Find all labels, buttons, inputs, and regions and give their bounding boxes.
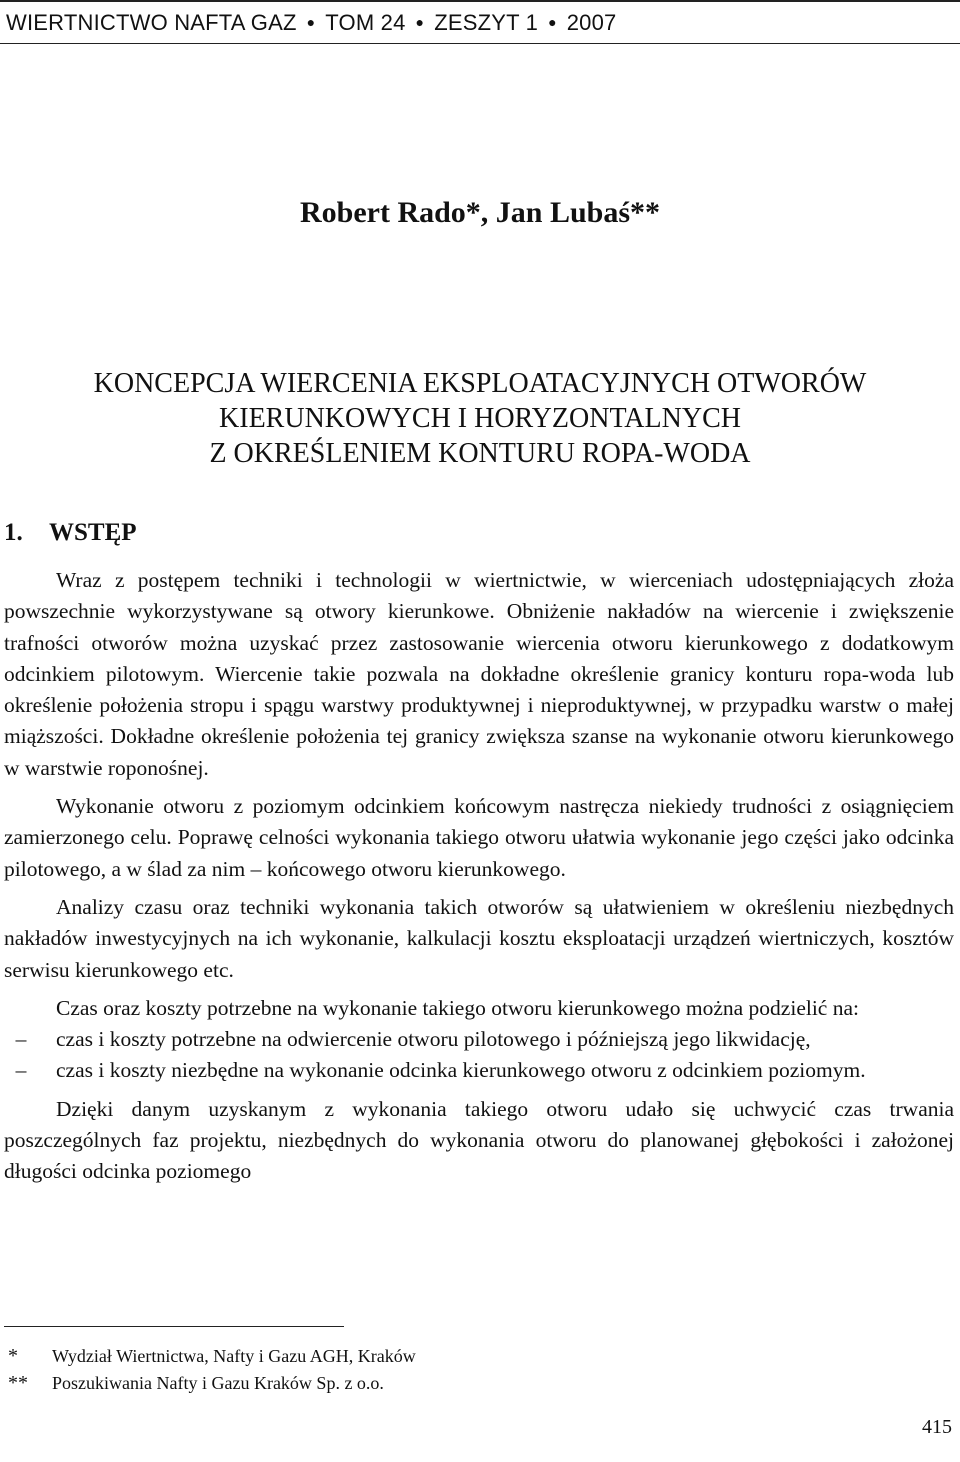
footnote [8,1343,416,1370]
list-item-text: czas i koszty potrzebne na odwiercenie otworu pilotowego i późniejszą jego likwidację, [56,1027,811,1052]
list-item [4,1024,954,1055]
section-title: WSTĘP [49,519,137,546]
separator-dot: ● [415,13,425,30]
page-number: 415 [922,1416,952,1438]
footnotes [8,1343,416,1397]
paper-title [0,366,960,471]
title-line: KONCEPCJA WIERCENIA EKSPLOATACYJNYCH OTWORÓW [93,368,867,399]
separator-dot: ● [548,13,557,30]
journal-name: WIERTNICTWO NAFTA GAZ [6,9,297,35]
journal-year: 2007 [566,9,617,35]
footnote-mark: * [8,1345,18,1367]
footnote-text: Wydział Wiertnictwa, Nafty i Gazu AGH, Kraków [52,1346,416,1366]
separator-dot: ● [306,13,316,30]
title-line: KIERUNKOWYCH I HORYZONTALNYCH [219,403,741,434]
paragraph: Czas oraz koszty potrzebne na wykonanie takiego otworu kierunkowego można podzielić na: [56,995,859,1020]
title-line: Z OKREŚLENIEM KONTURU ROPA-WODA [209,438,751,469]
journal-volume: TOM 24 [325,9,406,35]
paragraph: Analizy czasu oraz techniki wykonania takich otworów są ułatwieniem w określeniu niezbędnych nakładów inwestycyjnych na ich wykonanie, kalkulacji kosztu eksploatacji urządzeń wiertniczych, kosztów serwisu kierunkowego etc. [4,894,954,982]
list-item [4,1055,954,1086]
section-number: 1. [4,519,23,546]
dash-list [4,1024,954,1087]
footnote-rule [4,1326,344,1327]
dash-bullet: – [15,1027,27,1052]
section-heading [4,519,137,547]
paragraph: Dzięki danym uzyskanym z wykonania takiego otworu udało się uchwycić czas trwania poszczególnych faz projektu, niezbędnych do wykonania otworu do planowanej głębokości i założonej długości odcinka poziomego [4,1096,954,1184]
footnote [8,1370,416,1397]
paragraph: Wraz z postępem techniki i technologii w wiertnictwie, w wierceniach udostępniających złoża powszechnie wykorzystywane są otwory kierunkowe. Obniżenie nakładów na wiercenie i zwiększenie trafności otworów można uzyskać przez zastosowanie wiercenia otworu kierunkowego z dodatkowym odcinkiem pilotowym. Wiercenie takie pozwala na dokładne określenie granicy konturu ropa-woda lub określenie położenia stropu i spągu warstwy produktywnej i nieproduktywnej, w przypadku warstw o małej miąższości. Dokładne określenie położenia tej granicy zwiększa szanse na wykonanie otworu kierunkowego w warstwie roponośnej. [4,568,954,780]
journal-issue: ZESZYT 1 [434,9,539,35]
footnote-mark: ** [8,1372,28,1394]
paragraph: Wykonanie otworu z poziomym odcinkiem końcowym nastręcza niekiedy trudności z osiągnięciem zamierzonego celu. Poprawę celności wykonania takiego otworu ułatwia wykonanie jego części jako odcinka pilotowego, a w ślad za nim – końcowego otworu kierunkowego. [4,794,954,881]
footnote-text: Poszukiwania Nafty i Gazu Kraków Sp. z o.o. [52,1373,384,1393]
list-item-text: czas i koszty niezbędne na wykonanie odcinka kierunkowego otworu z odcinkiem poziomym. [56,1058,866,1083]
authors: Robert Rado*, Jan Lubaś** [299,196,661,229]
body-text [4,565,954,1195]
dash-bullet: – [15,1058,27,1083]
running-header [0,0,960,44]
